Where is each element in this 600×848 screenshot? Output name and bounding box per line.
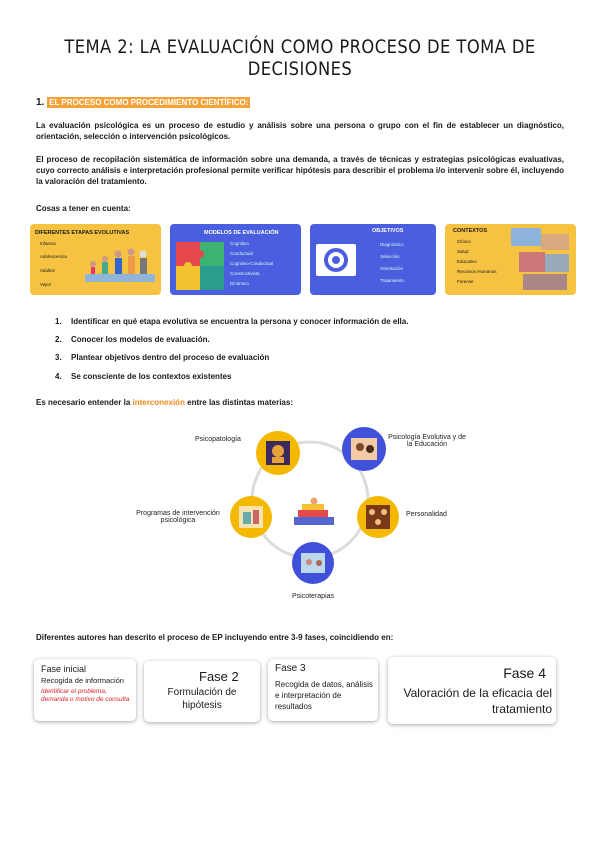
section-number: 1. — [36, 97, 45, 108]
fase-3-box — [268, 659, 378, 721]
page-title: TEMA 2: LA EVALUACIÓN COMO PROCESO DE TOMA DE DECISIONES — [64, 36, 536, 80]
card-item: Diagnóstico — [380, 242, 404, 247]
card-item: Cognitivo-Conductual — [230, 261, 274, 266]
step-item: 4. Se consciente de los contextos existentes — [55, 372, 232, 381]
card-item: Constructivista — [230, 271, 260, 276]
card-title: OBJETIVOS — [372, 228, 404, 234]
fase-inicial-box — [34, 659, 136, 721]
card-title: DIFERENTES ETAPAS EVOLUTIVAS — [35, 230, 130, 236]
fase-sub: Valoración de la eficacia del tratamiento — [403, 686, 552, 716]
interconnection-text: Es necesario entender la interconexión entre las distintas materias: — [36, 398, 293, 407]
section-heading-text: EL PROCESO COMO PROCEDIMIENTO CIENTÍFICO: — [49, 98, 249, 107]
personalidad-label: Personalidad — [406, 511, 447, 518]
card-item: Salud — [457, 249, 469, 254]
card-item: Vejez — [40, 282, 52, 287]
card-item: Dinámico — [230, 281, 249, 286]
evolutiva-node — [342, 427, 386, 471]
card-title: CONTEXTOS — [453, 228, 488, 234]
card-objetivos — [310, 224, 436, 295]
puzzle-illustration — [176, 242, 224, 290]
card-title: MODELOS DE EVALUACIÓN — [204, 230, 279, 236]
card-contextos — [445, 224, 576, 295]
books-center-illustration — [292, 497, 336, 529]
card-item: Conductual — [230, 251, 253, 256]
fase-note: Identificar el problema, demanda o motivo de consulta — [41, 688, 130, 703]
card-item: Orientación — [380, 266, 404, 271]
card-item: Educativo — [457, 259, 477, 264]
card-item: Tratamiento — [380, 278, 404, 283]
card-item: Infancia — [40, 241, 56, 246]
personalidad-node — [357, 496, 399, 538]
step-item: 1. Identificar en qué etapa evolutiva se encuentra la persona y conocer información de ella. — [55, 317, 409, 326]
fase-title: Fase 4 — [503, 665, 546, 681]
paragraph-definition: La evaluación psicológica es un proceso de estudio y análisis sobre una persona o grupo con el fin de establecer un diagnóstico, orientación, selección o intervención psicológicos. — [36, 121, 564, 141]
fase-sub: Recogida de información — [41, 676, 124, 685]
fase-sub: Formulación de hipótesis — [167, 687, 237, 711]
card-item: Clínico — [457, 239, 471, 244]
fase-sub: Recogida de datos, análisis e interpretación de resultados — [275, 680, 373, 711]
paragraph-cosas: Cosas a tener en cuenta: — [36, 204, 131, 213]
card-modelos — [170, 224, 301, 295]
evolutiva-label: Psicología Evolutiva y de la Educación — [388, 434, 466, 448]
target-icon — [316, 244, 356, 276]
psicopatologia-label: Psicopatología — [195, 436, 241, 443]
section-heading — [36, 97, 250, 108]
card-item: Forense — [457, 279, 474, 284]
programas-label: Programas de intervención psicológica — [136, 510, 220, 524]
paragraph-process: El proceso de recopilación sistemática de información sobre una demanda, a través de técnicas y estrategias psicológicas evaluativas, cuyo correcto análisis e interpretación profesional permite verificar hipótesis para describir el problema i/o intervenir sobre él, incluyendo la valoración del tratamiento. — [36, 155, 564, 186]
fase-2-box — [144, 661, 260, 722]
step-item: 3. Plantear objetivos dentro del proceso de evaluación — [55, 353, 270, 362]
card-item: Cognitivo — [230, 241, 249, 246]
fase-title: Fase inicial — [41, 664, 87, 674]
card-item: Recursos Humanos — [457, 269, 497, 274]
authors-text: Diferentes autores han descrito el proceso de EP incluyendo entre 3-9 fases, coincidiendo en: — [36, 633, 394, 642]
card-item: Adultez — [40, 268, 56, 273]
psicoterapias-node — [292, 542, 334, 584]
fase-title: Fase 3 — [275, 663, 306, 674]
card-item: Adolescencia — [40, 254, 67, 259]
psicopatologia-node — [256, 431, 300, 475]
card-item: Selección — [380, 254, 400, 259]
card-etapas — [30, 224, 161, 295]
fase-4-box — [388, 657, 556, 724]
people-ages-illustration — [85, 244, 155, 282]
step-item: 2. Conocer los modelos de evaluación. — [55, 335, 210, 344]
fase-title: Fase 2 — [199, 669, 239, 684]
context-photos-illustration — [511, 228, 571, 292]
programas-node — [230, 496, 272, 538]
psicoterapias-label: Psicoterapias — [292, 593, 335, 600]
